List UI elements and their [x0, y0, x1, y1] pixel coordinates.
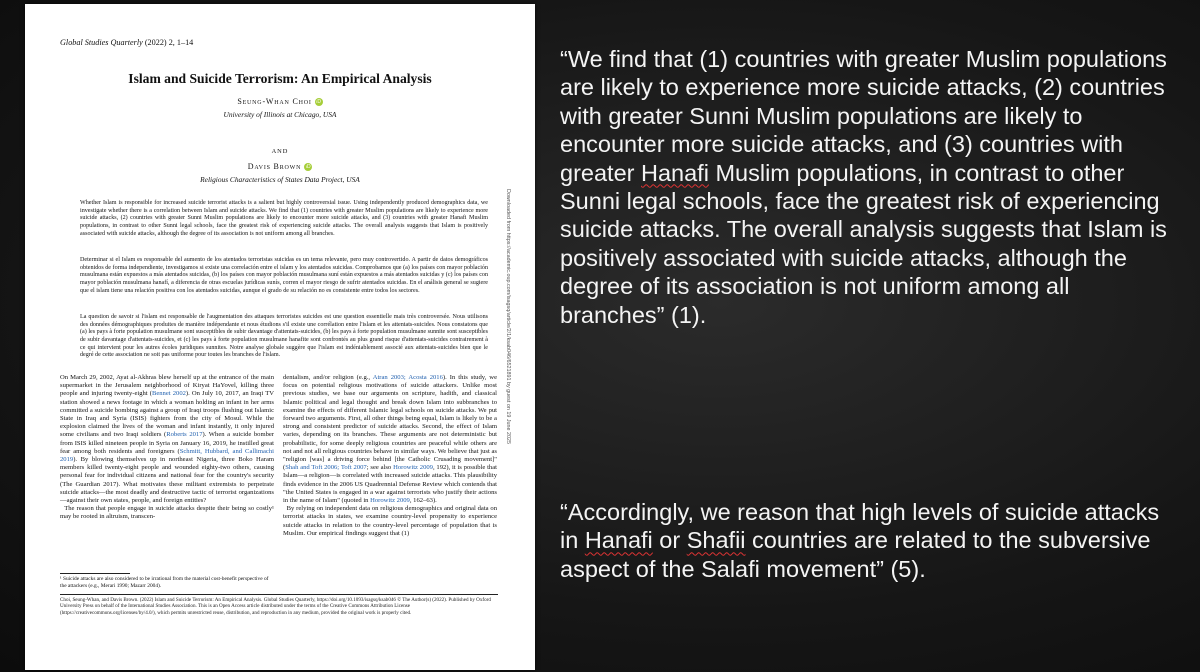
- body-text: , 192), it is possible that Islam—a religion—is correlated with increased suicide attacks. This plausibility finds evidence in the 2006 US Quadrennial Defense Review which contends that "the United States is engaged in a war against terrorists who justify their actions in the name of Islam" (quoted in: [283, 464, 497, 505]
- quote-text: countries are related to the subversive aspect of the Salafi movement” (5).: [560, 527, 1151, 582]
- body-column-right: [283, 374, 497, 538]
- body-text: ). In this study, we focus on potential religious motivations of suicide attackers. Unlike most previous studies, we base our arguments on scripture, hadith, and classical Islamic political and legal thought and break down Islam into subbranches to examine the effects of different Islamic legal schools on suicide attacks. We put forward two arguments. First, all other things being equal, Islam is likely to be a strong and consistent predictor of suicide attacks. Second, the effect of Islam varies, depending on its branches. These arguments are not deterministic but probabilistic, for some deeply religious countries are peaceful while others are not and not all religious countries behave in similar ways. We believe that just as "religion [was] a driving force behind [the Catholic Crusading movement]" (: [283, 374, 497, 472]
- download-note: Downloaded from https://academic.oup.com/isagsq/article/2/1/ksab046/6521891 by guest on 19 June 2025: [505, 189, 511, 445]
- body-text: ). On July 10, 2017, an Iraqi TV station showed a news footage in which a woman holding an infant in her arms committed a suicide bombing against a group of Iraqi troops flushing out Islamic State in Iraq and Syria (ISIS) fighters from the city of Mosul. While the explosion claimed the lives of the woman and infant instantly, it only injured some civilians and two Iraqi soldiers (: [60, 390, 275, 439]
- citation-link[interactable]: Schmitt, Hubbard, and Callimachi 2019: [60, 447, 274, 464]
- paper-title: Islam and Suicide Terrorism: An Empirical Analysis: [128, 71, 432, 86]
- abstract-english: Whether Islam is responsible for increased suicide terrorist attacks is a salient but highly controversial issue. Using independently produced demographics data, we investigate whether there is a correlation between Islam and suicide attacks. We find that (1) countries with greater Muslim populations are likely to experience more suicide attacks, (2) countries with greater Sunni Muslim populations are likely to encounter more suicide attacks, and (3) countries with greater Hanafi Muslim populations, in contrast to other Sunni legal schools, face the greatest risk of experiencing suicide attacks. The overall analysis suggests that Islam is positively associated with suicide attacks, although the degree of its association is not uniform among all branches.: [80, 200, 488, 237]
- orcid-icon: iD: [305, 164, 311, 171]
- body-text: The reason that people engage in suicide attacks despite their being so costly¹ may be rooted in altruism, transcen-: [60, 505, 274, 521]
- journal-name: Global Studies Quarterly: [60, 38, 143, 47]
- quote-text: “Accordingly, we reason that high levels of suicide attacks in: [560, 499, 1160, 554]
- abstract-french: La question de savoir si l'islam est responsable de l'augmentation des attaques terroristes suicides est une question essentielle mais très controversée. Nous utilisons des données démographiques produites de manière indépendante et nous étudions s'il existe une corrélation entre l'islam et les attentats-suicides. Nous constatons que (a) les pays à forte population musulmane sont susceptibles de subir davantage d'attentats-suicides, (b) les pays à forte population musulmane sunnite sont susceptibles de subir davantage d'attentats-suicides, et (c) les pays à forte population musulmane hanafite sont confrontés au plus grand risque d'attentats-suicides contrairement à ce qui intervient pour les autres écoles juridiques sunnites. Notre analyse globale suggère que l'islam est indéniablement associé aux attentats-suicides bien que le degré de cette association ne soit pas uniforme pour toutes les branches de l'islam.: [80, 314, 488, 359]
- body-text: dentalism, and/or religion (e.g.,: [283, 374, 373, 381]
- copyright-notice: Choi, Seung-Whan, and Davis Brown. (2022) Islam and Suicide Terrorism: An Empirical Analysis. Global Studies Quarterly, https://doi.org/10.1093/isagsq/ksab046 © The Author(s) (2022). Published by Oxford University Press on behalf of the International Studies Association. This is an Open Access article distributed under the terms of the Creative Commons Attribution License (https://creativecommons.org/licenses/by/4.0/), which permits unrestricted reuse, distribution, and reproduction in any medium, provided the original work is properly cited.: [60, 597, 491, 616]
- author-1: [25, 97, 535, 106]
- spellcheck-word: Shafii: [686, 527, 746, 554]
- author-1-name: Seung-Whan Choi: [237, 97, 312, 106]
- journal-header: [60, 38, 193, 47]
- journal-issue: (2022) 2, 1–14: [144, 38, 194, 47]
- body-text: On March 29, 2002, Ayat al-Akhras blew herself up at the entrance of the main supermarket in the Jerusalem neighborhood of Kiryat HaYovel, killing three people and injuring twenty-eight (: [60, 374, 274, 398]
- spellcheck-word: Hanafi: [641, 159, 709, 186]
- body-text: ; see also: [366, 464, 394, 472]
- body-text: , 162–63).: [409, 497, 437, 505]
- body-text: ). When a suicide bomber from ISIS killed nineteen people in Syria on January 16, 2019, he instilled great fear among both residents and foreigners (: [60, 431, 274, 455]
- citation-link[interactable]: Horowitz 2009: [393, 464, 433, 472]
- quote-text: “We find that (1) countries with greater Muslim populations are likely to experience more suicide attacks, (2) countries with greater Sunni Muslim populations are likely to encounter more suicide attacks, and (3) countries with greater: [560, 46, 1167, 186]
- quote-text: Muslim populations, in contrast to other Sunni legal schools, face the greatest risk of experiencing suicide attacks. The overall analysis suggests that Islam is positively associated with suicide attacks, although the degree of its association is not uniform among all branches” (1).: [560, 159, 1167, 328]
- copyright-divider: [60, 594, 498, 595]
- affiliation-1: University of Illinois at Chicago, USA: [223, 110, 337, 119]
- citation-link[interactable]: Shah and Toft 2006; Toft 2007: [285, 464, 367, 472]
- abstract-spanish: Determinar si el Islam es responsable del aumento de los atentados terroristas suicidas es un tema relevante, pero muy controvertido. A partir de datos demográficos obtenidos de forma independiente, investigamos si existe una correlación entre el islam y los atentados suicidas. Comprobamos que (a) los países con mayor población musulmana están expuestos a más atentados suicidas, (b) los países con mayor población musulmana suní están expuestos a más atentados suicidas y (c) los países con mayor población musulmana hanafí, a diferencia de otras escuelas jurídicas sunís, corren el mayor riesgo de sufrir atentados suicidas. En el análisis general se sugiere que el islam tiene una relación positiva con los atentados suicidas, aunque el grado de su relación no es consistente entre todos los sectores.: [80, 257, 488, 294]
- footnote: ¹ Suicide attacks are also considered to be irrational from the material cost-benefit perspective of the attackers (e.g., Merari 1990; Mazarr 2004).: [60, 576, 269, 589]
- spellcheck-word: Hanafi: [584, 527, 653, 554]
- citation-link[interactable]: Horowitz 2009: [370, 497, 410, 505]
- author-2: [25, 162, 535, 171]
- quote-findings: [560, 45, 1180, 329]
- quote-reasoning: [560, 498, 1180, 583]
- author-2-name: Davis Brown: [247, 162, 302, 171]
- body-text: ). By blowing themselves up in northeast Nigeria, three Boko Haram members killed twenty-eight people and wounded eighty-two others, causing personal fear for individual citizens and national fear for the country's security (The Guardian 2017). What motivates these militant extremists to perpetrate suicide attacks—the most deadly and destructive tactic of terrorist organizations—against their own states, people, and foreign entities?: [60, 456, 274, 505]
- citation-link[interactable]: Atran 2003; Acosta 2016: [372, 374, 443, 381]
- footnote-divider: [60, 573, 130, 574]
- paper-page: [25, 4, 535, 670]
- body-text: By relying on independent data on religious demographics and original data on terrorist attacks in states, we examine country-level propensity to experience suicide attacks in relation to the country-level percentage of population that is Muslim. Our empirical findings suggest that (1): [283, 505, 497, 537]
- citation-link[interactable]: Roberts 2017: [166, 431, 203, 439]
- orcid-icon: iD: [316, 99, 322, 106]
- body-column-left: [60, 374, 274, 522]
- affiliation-2: Religious Characteristics of States Data Project, USA: [200, 175, 360, 184]
- citation-link[interactable]: Bennet 2002: [151, 390, 186, 398]
- quote-text: or: [652, 527, 687, 554]
- and-separator: AND: [271, 148, 289, 155]
